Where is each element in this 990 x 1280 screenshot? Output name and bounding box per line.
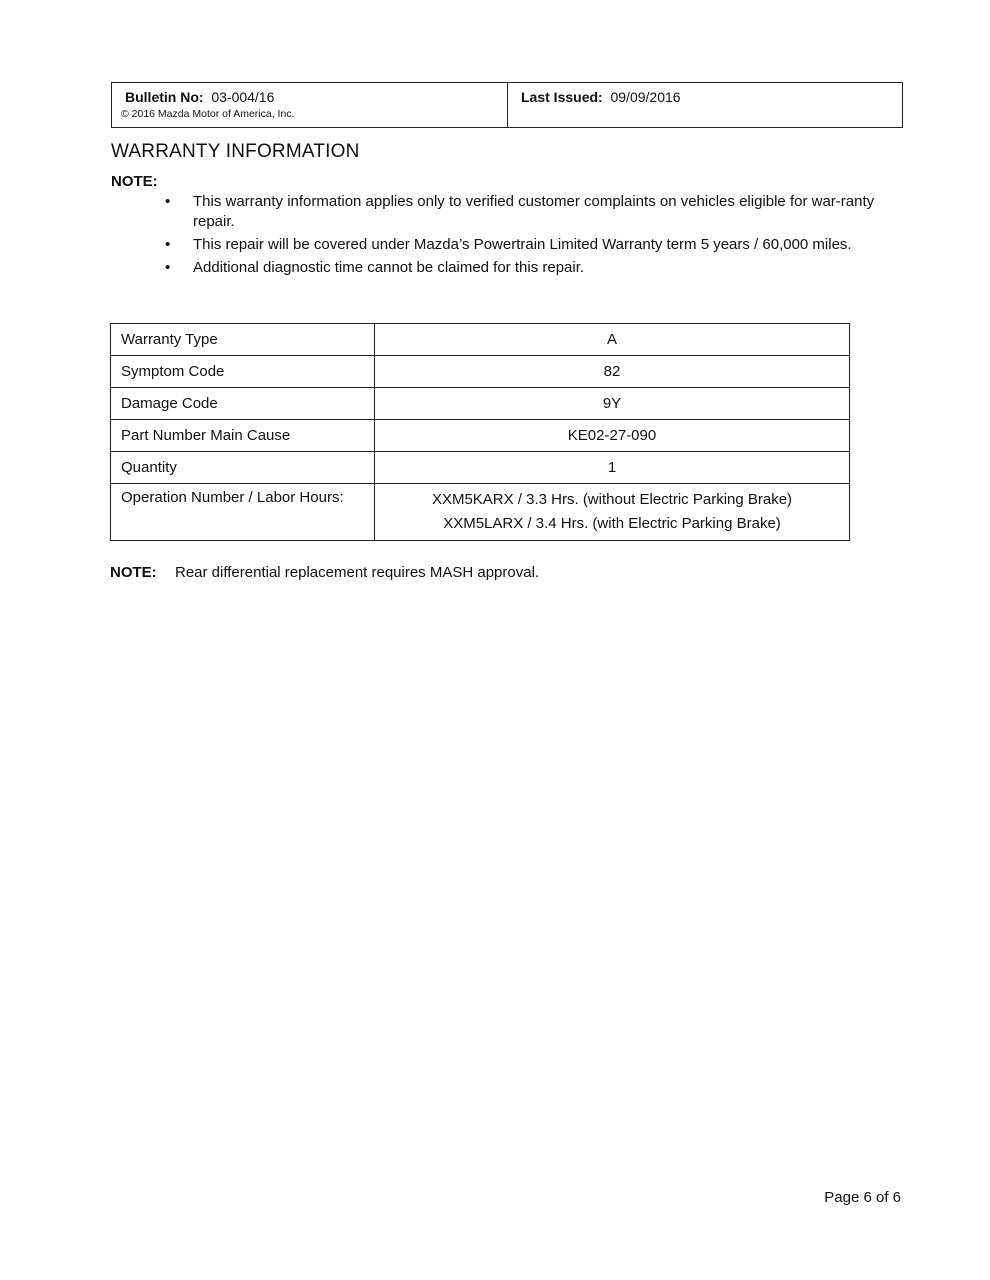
row-label: Quantity [111,452,375,484]
row-label: Operation Number / Labor Hours: [111,484,375,541]
labor-line-1: XXM5KARX / 3.3 Hrs. (without Electric Parking Brake) [431,490,793,508]
list-item [165,258,905,278]
list-item [165,235,905,255]
footnote-label: NOTE: [110,564,157,581]
bulletin-header [111,82,903,128]
issued-label: Last Issued: [521,89,603,105]
last-issued [521,89,681,105]
row-label: Part Number Main Cause [111,420,375,452]
issued-date: 09/09/2016 [610,89,681,105]
bullet-icon: • [165,236,171,253]
bullet-text: This warranty information applies only to verified customer complaints on vehicles eligible for war-ranty repair. [193,193,875,230]
header-left-cell [112,83,508,127]
bullet-text: This repair will be covered under Mazda’s Powertrain Limited Warranty term 5 years / 60,000 miles. [193,236,852,253]
row-value: 1 [375,452,850,484]
row-label: Damage Code [111,388,375,420]
row-value: 9Y [375,388,850,420]
bulletin-value: 03-004/16 [211,89,275,105]
row-label: Symptom Code [111,356,375,388]
bullet-icon: • [165,259,171,276]
labor-line-2: XXM5LARX / 3.4 Hrs. (with Electric Parking Brake) [443,514,781,532]
row-value: 82 [375,356,850,388]
bulletin-number [125,89,274,105]
page-number: Page 6 of 6 [824,1189,901,1206]
bullet-text: Additional diagnostic time cannot be claimed for this repair. [193,259,585,276]
footnote-text: Rear differential replacement requires MASH approval. [175,564,540,581]
section-title: WARRANTY INFORMATION [111,141,360,162]
copyright-text: © 2016 Mazda Motor of America, Inc. [121,108,295,120]
table-row [111,324,850,356]
table-row [111,356,850,388]
list-item [165,192,905,232]
table-row [111,388,850,420]
header-right-cell [508,83,902,127]
row-value: KE02-27-090 [375,420,850,452]
footnote [110,564,539,581]
row-label: Warranty Type [111,324,375,356]
warranty-table [110,323,850,541]
table-row [111,452,850,484]
table-row [111,420,850,452]
note-bullet-list [165,192,905,281]
bulletin-label: Bulletin No: [125,89,204,105]
bullet-icon: • [165,193,171,210]
row-value [375,484,850,541]
note-label: NOTE: [111,173,158,190]
table-row [111,484,850,541]
row-value: A [375,324,850,356]
